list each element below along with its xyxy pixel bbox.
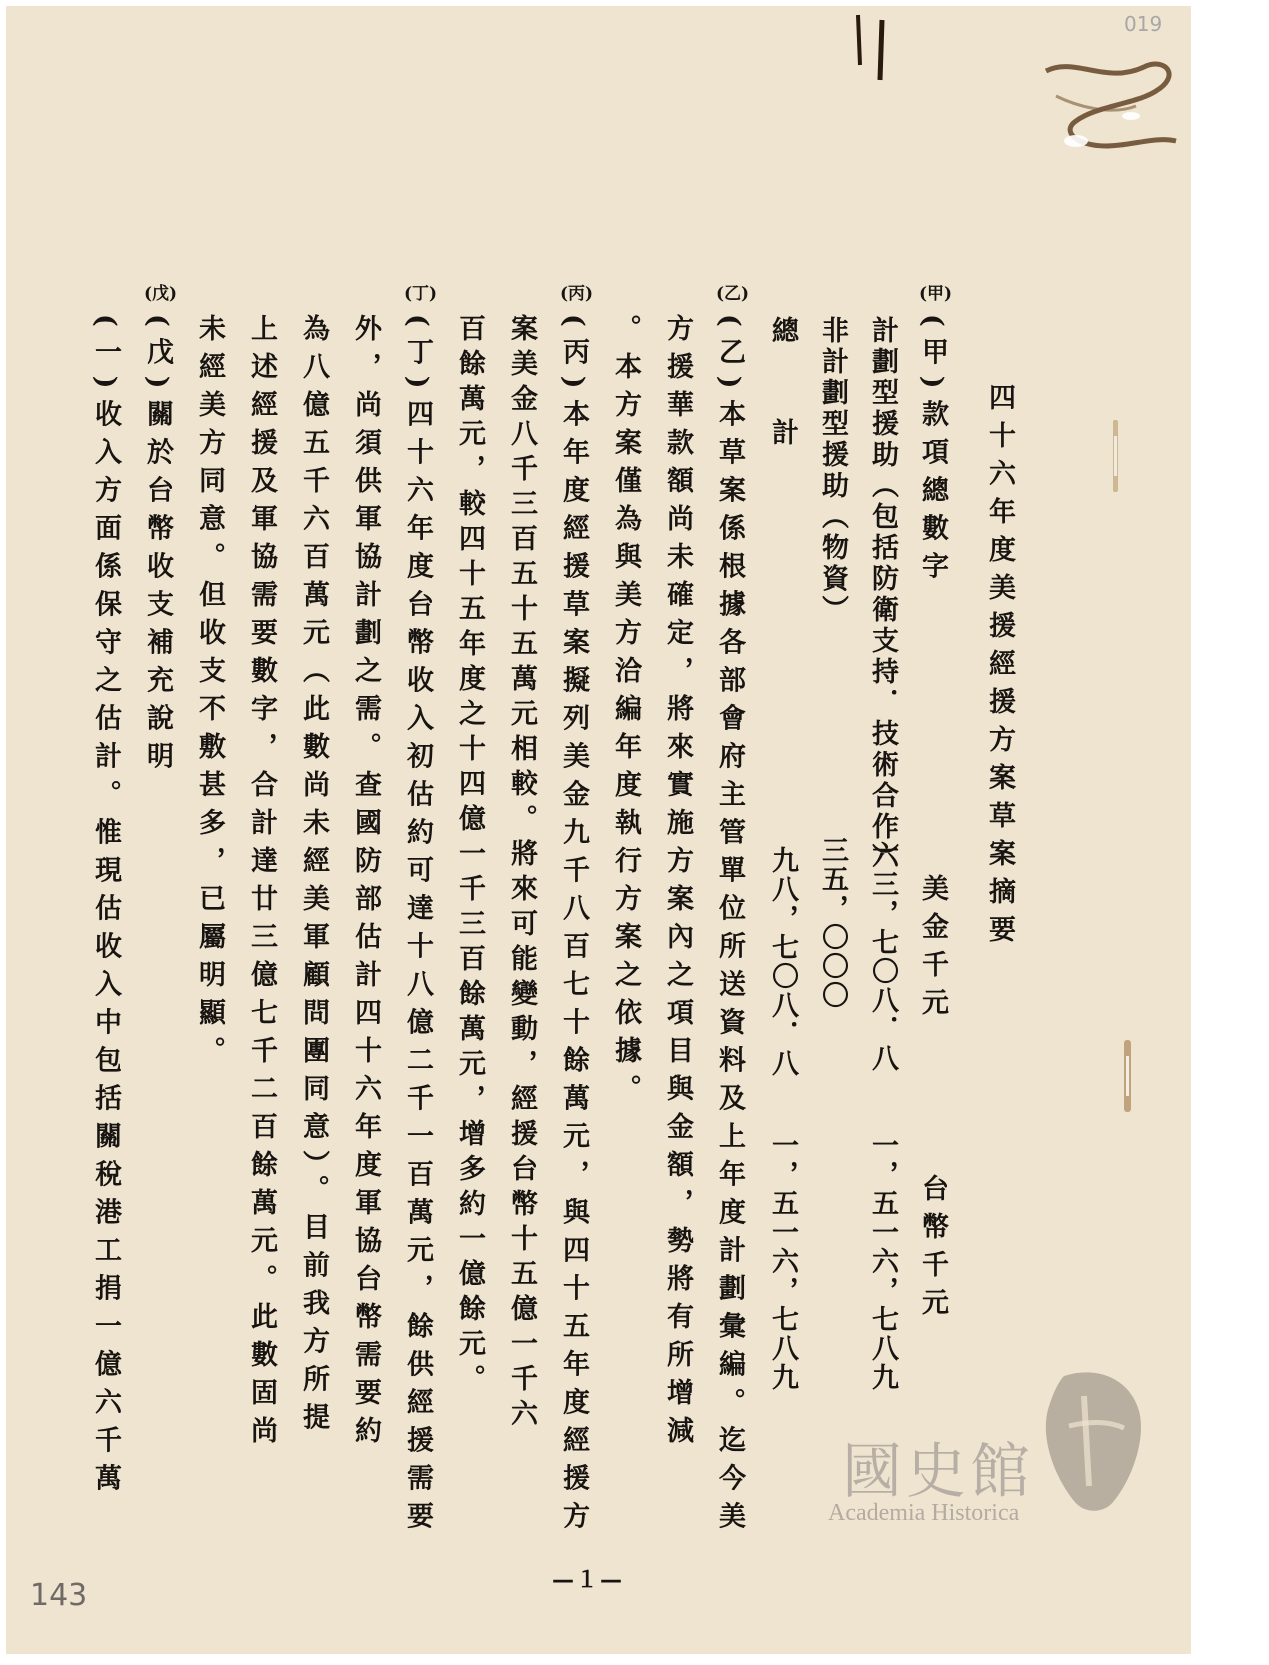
section-marker-wu: (戊): [144, 284, 178, 304]
table-cell-twd: 一，五一六，七八九: [767, 1131, 798, 1392]
document-title: 四十六年度美援經援方案草案摘要: [984, 383, 1015, 953]
section-jia-heading: (甲)款項總數字: [917, 314, 948, 590]
academia-historica-logo-icon: [1034, 1366, 1154, 1516]
paragraph-column: 方援華款額尚未確定，將來實施方案內之項目與金額，勢將有所增減: [662, 314, 693, 1454]
table-row-planned-label: 計劃型援助（包括防衛支持．技術合作）: [867, 316, 898, 874]
paragraph-column: (乙)本草案係根據各部會府主管單位所送資料及上年度計劃彙編。迄今美: [714, 314, 745, 1540]
section-marker-ding: (丁): [404, 284, 438, 304]
paragraph-column: (丙)本年度經援草案擬列美金九千八百七十餘萬元，與四十五年度經援方: [558, 314, 589, 1540]
table-row-total-label: 總 計: [767, 316, 798, 469]
unit-twd-header: 台幣千元: [917, 1174, 948, 1326]
section-marker-yi: (乙): [716, 284, 750, 304]
table-cell-usd: 六三，七〇八．八: [867, 841, 898, 1073]
paragraph-column: (一)收入方面係保守之估計。惟現估收入中包括關稅港工捐一億六千萬: [90, 314, 121, 1502]
watermark-subtitle: Academia Historica: [828, 1500, 1020, 1526]
document-page: [6, 6, 1191, 1654]
paragraph-column: 案美金八千三百五十五萬元相較。將來可能變動，經援台幣十五億一千六: [506, 314, 537, 1434]
table-cell-usd: 三五，〇〇〇: [817, 836, 848, 1010]
paragraph-column: (丁)四十六年度台幣收入初估約可達十八億二千一百萬元，餘供經援需要: [402, 314, 433, 1540]
handwritten-folio-number: 019: [1124, 12, 1163, 36]
section-marker-bing: (丙): [560, 284, 594, 304]
table-cell-twd: 一，五一六，七八九: [867, 1131, 898, 1392]
ink-stroke-mark: [846, 10, 896, 90]
paragraph-column: 未經美方同意。但收支不敷甚多，已屬明顯。: [194, 314, 225, 1074]
punch-hole-stain-low: [1116, 1036, 1140, 1116]
paragraph-column: 百餘萬元，較四十五年度之十四億一千三百餘萬元，增多約一億餘元。: [454, 314, 485, 1399]
handwritten-page-number: 143: [30, 1578, 88, 1613]
paragraph-column: 為八億五千六百萬元（此數尚未經美軍顧問團同意）。目前我方所提: [298, 314, 329, 1441]
punch-hole-stain-mid: [1106, 416, 1126, 496]
table-row-nonplanned-label: 非計劃型援助（物資）: [817, 316, 848, 626]
paragraph-column: 上述經援及軍協需要數字，合計達廿三億七千二百餘萬元。此數固尚: [246, 314, 277, 1454]
paragraph-column: 外，尚須供軍協計劃之需。查國防部估計四十六年度軍協台幣需要約: [350, 314, 381, 1454]
section-marker-jia: (甲): [919, 284, 953, 304]
table-cell-usd: 九八，七〇八．八: [767, 846, 798, 1078]
punch-hole-stain: [1036, 46, 1186, 166]
section-wu-heading: (戊)關於台幣收支補充說明: [142, 314, 173, 780]
unit-usd-header: 美金千元: [917, 874, 948, 1026]
page-number: —１—: [552, 1568, 625, 1593]
watermark-title: 國史館: [842, 1437, 1034, 1507]
paragraph-column: 。本方案僅為與美方洽編年度執行方案之依據。: [610, 314, 641, 1112]
